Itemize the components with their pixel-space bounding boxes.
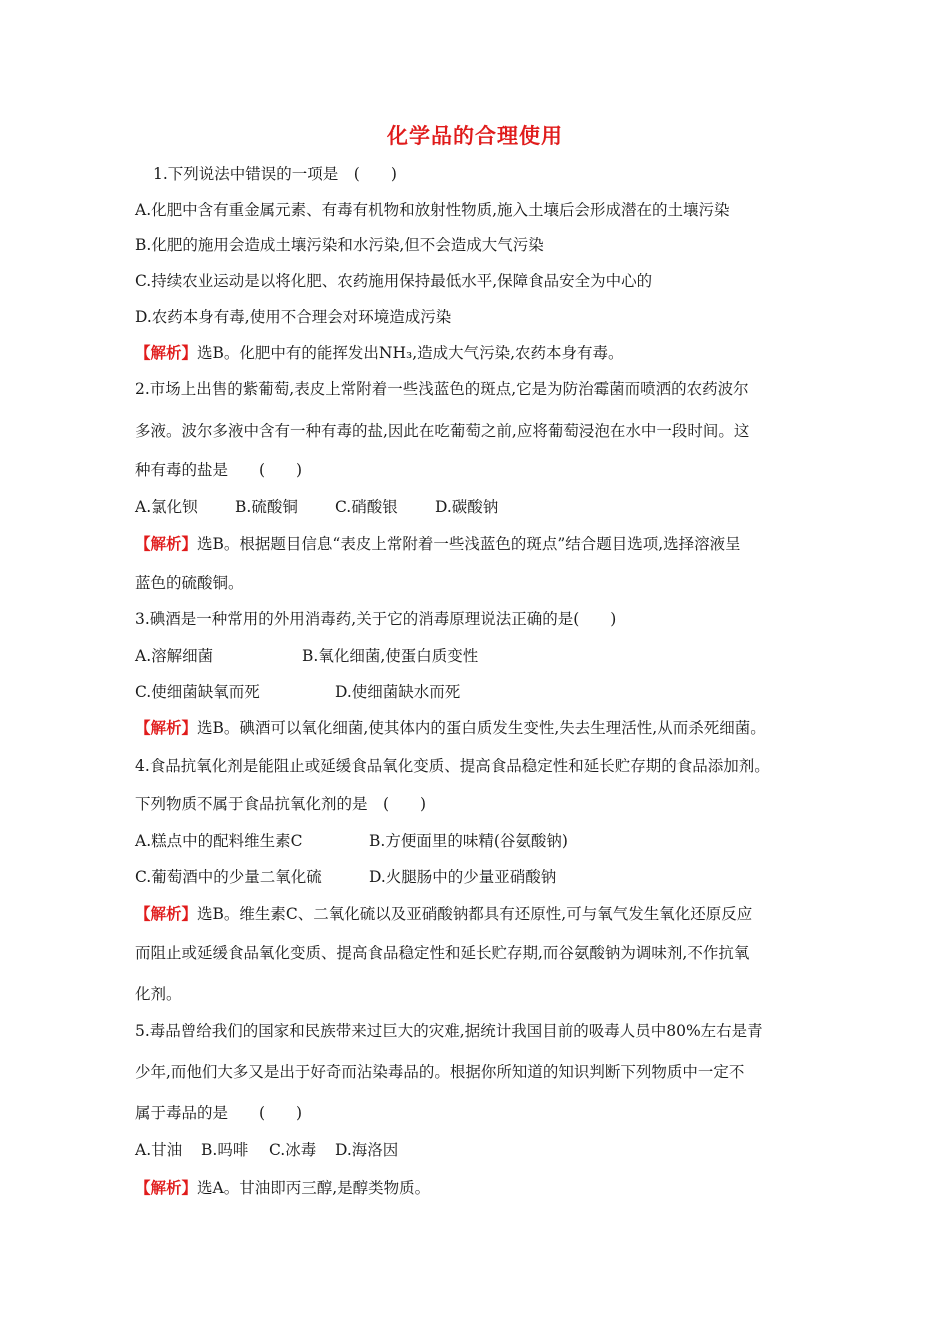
analysis-tag: 【解析】 [135, 343, 198, 362]
analysis-tag: 【解析】 [135, 718, 198, 737]
q3-stem: 3.碘酒是一种常用的外用消毒药,关于它的消毒原理说法正确的是( ) [135, 610, 617, 628]
q5-analysis [135, 1177, 835, 1199]
q4-analysis-line-3: 化剂。 [135, 985, 182, 1003]
q4-options-row-1 [135, 830, 835, 852]
q5-option-d: D.海洛因 [335, 1141, 399, 1159]
q1-option-a: A.化肥中含有重金属元素、有毒有机物和放射性物质,施入土壤后会形成潜在的土壤污染 [135, 201, 730, 219]
q2-options [135, 496, 835, 518]
q2-stem-line-1: 2.市场上出售的紫葡萄,表皮上常附着一些浅蓝色的斑点,它是为防治霉菌而喷洒的农药波尔 [135, 380, 749, 398]
q3-options-row-2 [135, 681, 835, 703]
q5-option-c: C.冰毒 [269, 1141, 317, 1159]
q4-options-row-2 [135, 866, 835, 888]
q4-stem-line-2: 下列物质不属于食品抗氧化剂的是 ( ) [135, 795, 427, 813]
q1-option-d: D.农药本身有毒,使用不合理会对环境造成污染 [135, 308, 452, 326]
q3-option-d: D.使细菌缺水而死 [335, 683, 461, 701]
q3-analysis [135, 717, 835, 739]
q5-option-b: B.吗啡 [201, 1141, 249, 1159]
q1-stem: 1.下列说法中错误的一项是 ( ) [153, 165, 397, 183]
q2-option-d: D.碳酸钠 [435, 498, 499, 516]
q5-stem-line-2: 少年,而他们大多又是出于好奇而沾染毒品的。根据你所知道的知识判断下列物质中一定不 [135, 1063, 745, 1081]
q3-option-c: C.使细菌缺氧而死 [135, 683, 260, 701]
q1-analysis-text: 选B。化肥中有的能挥发出NH₃,造成大气污染,农药本身有毒。 [197, 344, 624, 362]
q2-analysis-text: 选B。根据题目信息“表皮上常附着一些浅蓝色的斑点”结合题目选项,选择溶液呈 [197, 535, 741, 553]
q2-stem-line-3: 种有毒的盐是 ( ) [135, 461, 303, 479]
q4-option-d: D.火腿肠中的少量亚硝酸钠 [369, 868, 557, 886]
analysis-tag: 【解析】 [135, 904, 198, 923]
q5-options [135, 1139, 835, 1161]
q4-analysis-text: 选B。维生素C、二氧化硫以及亚硝酸钠都具有还原性,可与氧气发生氧化还原反应 [197, 905, 753, 923]
q1-option-b: B.化肥的施用会造成土壤污染和水污染,但不会造成大气污染 [135, 236, 544, 254]
q5-stem-line-3: 属于毒品的是 ( ) [135, 1104, 303, 1122]
q5-analysis-text: 选A。甘油即丙三醇,是醇类物质。 [197, 1179, 431, 1197]
analysis-tag: 【解析】 [135, 534, 198, 553]
q2-option-a: A.氯化钡 [135, 498, 198, 516]
q3-analysis-text: 选B。碘酒可以氧化细菌,使其体内的蛋白质发生变性,失去生理活性,从而杀死细菌。 [197, 719, 766, 737]
q4-analysis-line-1 [135, 903, 835, 925]
q2-analysis-line-2: 蓝色的硫酸铜。 [135, 574, 244, 592]
q2-analysis-line-1 [135, 533, 835, 555]
q2-stem-line-2: 多液。波尔多液中含有一种有毒的盐,因此在吃葡萄之前,应将葡萄浸泡在水中一段时间。这 [135, 422, 750, 440]
page-title: 化学品的合理使用 [387, 124, 563, 148]
q1-analysis [135, 342, 835, 364]
q3-option-a: A.溶解细菌 [135, 647, 214, 665]
q2-option-b: B.硫酸铜 [235, 498, 298, 516]
q5-stem-line-1: 5.毒品曾给我们的国家和民族带来过巨大的灾难,据统计我国目前的吸毒人员中80%左右是青 [135, 1022, 763, 1040]
q5-option-a: A.甘油 [135, 1141, 183, 1159]
q3-options-row-1 [135, 645, 835, 667]
q3-option-b: B.氧化细菌,使蛋白质变性 [302, 647, 479, 665]
analysis-tag: 【解析】 [135, 1178, 198, 1197]
q1-option-c: C.持续农业运动是以将化肥、农药施用保持最低水平,保障食品安全为中心的 [135, 272, 653, 290]
q2-option-c: C.硝酸银 [335, 498, 398, 516]
q4-stem-line-1: 4.食品抗氧化剂是能阻止或延缓食品氧化变质、提高食品稳定性和延长贮存期的食品添加剂。 [135, 757, 770, 775]
q4-option-a: A.糕点中的配料维生素C [135, 832, 303, 850]
q4-analysis-line-2: 而阻止或延缓食品氧化变质、提高食品稳定性和延长贮存期,而谷氨酸钠为调味剂,不作抗氧 [135, 944, 750, 962]
q4-option-b: B.方便面里的味精(谷氨酸钠) [369, 832, 568, 850]
q4-option-c: C.葡萄酒中的少量二氧化硫 [135, 868, 322, 886]
